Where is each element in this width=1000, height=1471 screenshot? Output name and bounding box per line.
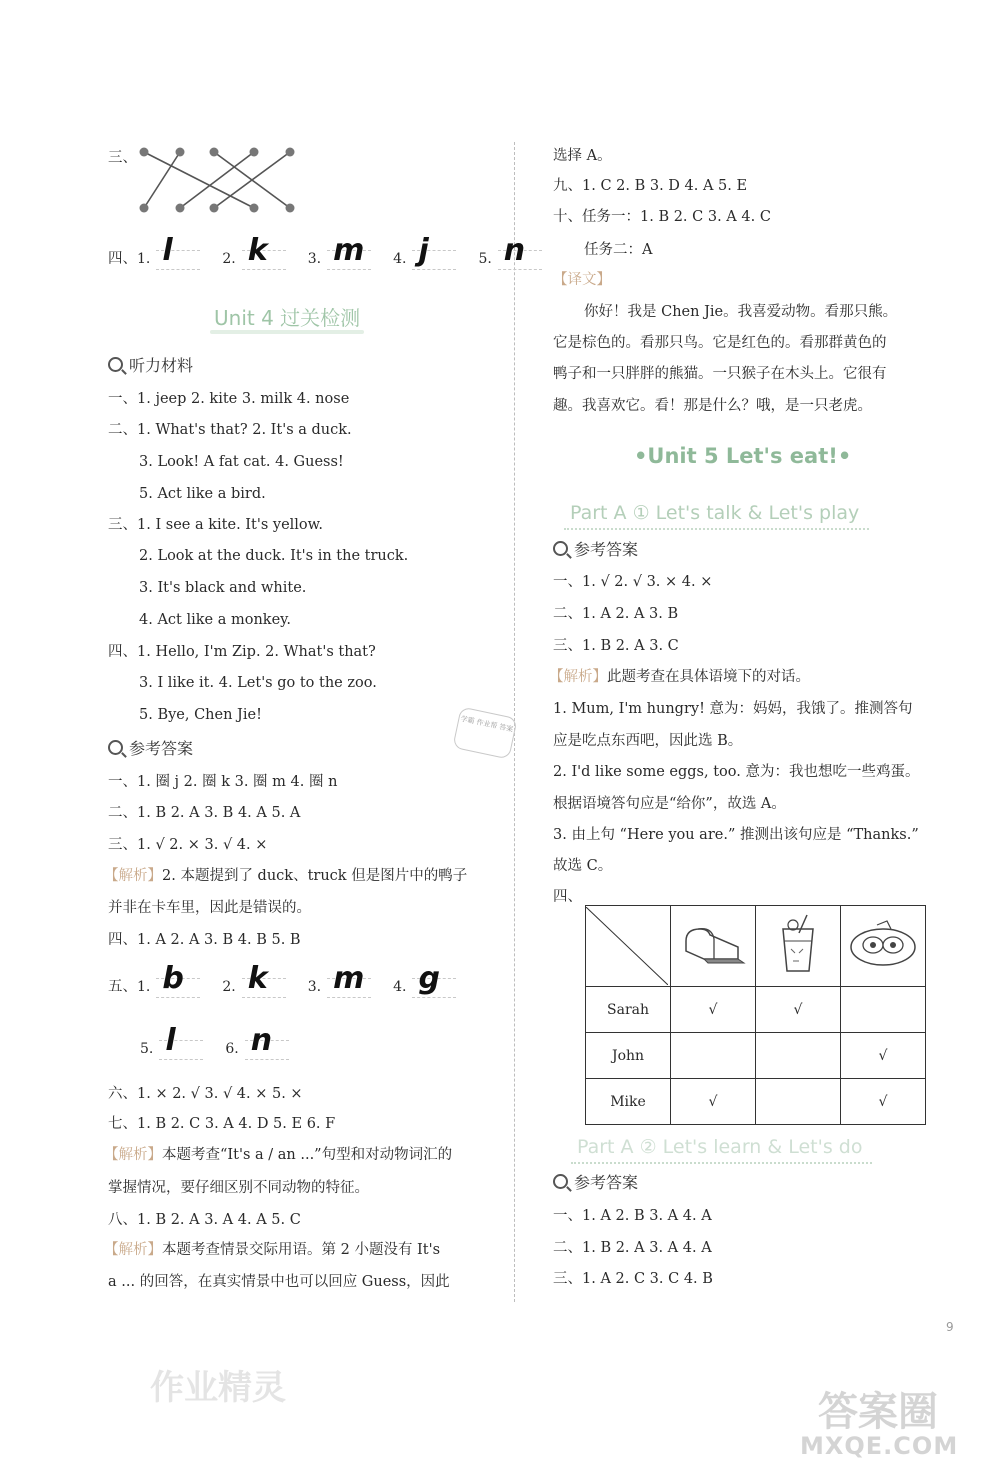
translation-tag-text: 【译文】	[553, 272, 611, 288]
listening-line: 3. Look! A fat cat. 4. Guess!	[139, 454, 344, 470]
unit5-title: •Unit 5 Let's eat!•	[634, 444, 852, 468]
translation-line: 你好！我是 Chen Jie。我喜爱动物。看那只熊。	[584, 304, 898, 320]
q5-handwriting-row-2	[140, 1023, 311, 1064]
diagonal-corner-cell	[586, 906, 671, 987]
table-row	[586, 1033, 926, 1079]
table-header-row	[586, 906, 926, 987]
answer-line: 三、1. A 2. C 3. C 4. B	[553, 1271, 713, 1287]
q4-item-num: 1.	[137, 251, 151, 267]
answer-line: 一、1. A 2. B 3. A 4. A	[553, 1208, 712, 1224]
q5-item-num: 4.	[393, 979, 407, 995]
q5-item-num: 2.	[222, 979, 236, 995]
watermark-bottom-left: 作业精灵	[150, 1368, 286, 1408]
part-a1-title	[570, 502, 859, 524]
check-cell: √	[841, 1033, 926, 1079]
diagonal-line	[586, 907, 668, 985]
q4-item-num: 4.	[393, 251, 407, 267]
answer-line: 二、1. B 2. A 3. B 4. A 5. A	[108, 805, 301, 821]
juice-icon	[773, 913, 823, 975]
q5-item-num: 5.	[140, 1041, 154, 1057]
analysis-text: 此题考查在具体语境下的对话。	[607, 669, 810, 685]
juice-icon-cell	[756, 906, 841, 987]
answers-heading-text: 参考答案	[574, 1173, 639, 1192]
continued-line: 选择 A。	[553, 148, 612, 164]
answers-heading-text: 参考答案	[574, 540, 639, 559]
translation-tag	[553, 270, 611, 290]
analysis-tag: 【解析】	[104, 868, 162, 884]
q5-item-num: 3.	[307, 979, 322, 995]
analysis-tag: 【解析】	[104, 1147, 162, 1163]
answer-line: 八、1. B 2. A 3. A 4. A 5. C	[108, 1212, 301, 1228]
matching-lines-figure	[134, 140, 304, 220]
analysis-line	[104, 1240, 440, 1260]
handwritten-letter: l	[162, 233, 173, 268]
check-cell	[756, 1079, 841, 1125]
magnifier-icon	[108, 357, 123, 372]
listening-line: 3. I like it. 4. Let's go to the zoo.	[139, 675, 377, 691]
analysis-line: 2. I'd like some eggs, too. 意为：我也想吃一些鸡蛋。	[553, 764, 920, 780]
check-cell: √	[671, 1079, 756, 1125]
stamp-logo	[452, 706, 517, 759]
analysis-line: 掌握情况，要仔细区别不同动物的特征。	[108, 1180, 369, 1196]
answer-line: 四、1. A 2. A 3. B 4. B 5. B	[108, 932, 301, 948]
q5-item-num: 6.	[225, 1041, 239, 1057]
stamp-text: 学霸 作业帮 答案	[459, 714, 514, 734]
analysis-text: 2. 本题提到了 duck、truck 但是图片中的鸭子	[162, 868, 468, 884]
translation-line: 鸭子和一只胖胖的熊猫。一只猴子在木头上。它很有	[553, 366, 887, 382]
listening-line: 四、1. Hello, I'm Zip. 2. What's that?	[108, 644, 376, 660]
answer-line: 七、1. B 2. C 3. A 4. D 5. E 6. F	[108, 1116, 336, 1132]
food-table	[585, 905, 926, 1125]
handwritten-letter: j	[418, 233, 429, 268]
bread-icon	[678, 919, 748, 969]
check-cell	[841, 987, 926, 1033]
answer-line: 二、1. B 2. A 3. A 4. A	[553, 1240, 712, 1256]
analysis-line: 并非在卡车里，因此是错误的。	[108, 900, 311, 916]
analysis-line: 1. Mum, I'm hungry! 意为：妈妈，我饿了。推测答句	[553, 701, 913, 717]
listening-line: 一、1. jeep 2. kite 3. milk 4. nose	[108, 391, 350, 407]
answer-line: 二、1. A 2. A 3. B	[553, 606, 679, 622]
magnifier-icon	[553, 1174, 568, 1189]
listening-line: 5. Bye, Chen Jie!	[139, 707, 262, 723]
analysis-text: 本题考查“It's a / an ...”句型和对动物词汇的	[162, 1147, 453, 1163]
listening-heading-text: 听力材料	[129, 356, 194, 375]
analysis-line	[104, 866, 467, 886]
watermark-brand: 答案圈	[818, 1389, 938, 1435]
handwritten-letter: k	[247, 233, 268, 268]
answer-line: 任务二：A	[584, 242, 653, 258]
answers-heading	[108, 736, 193, 759]
analysis-line	[549, 667, 810, 687]
q4-item-num: 5.	[478, 251, 492, 267]
analysis-tag: 【解析】	[549, 669, 607, 685]
check-cell: √	[756, 987, 841, 1033]
handwritten-letter: n	[503, 233, 526, 268]
answer-line: 三、1. √ 2. × 3. √ 4. ×	[108, 837, 268, 853]
analysis-line: 应是吃点东西吧，因此选 B。	[553, 733, 743, 749]
handwritten-letter: b	[162, 961, 184, 996]
answer-line: 三、1. B 2. A 3. C	[553, 638, 679, 654]
unit4-title-text: Unit 4 过关检测	[214, 306, 361, 330]
translation-line: 它是棕色的。看那只鸟。它是红色的。看那群黄色的	[553, 335, 887, 351]
analysis-line: a ... 的回答，在真实情景中也可以回应 Guess，因此	[108, 1274, 450, 1290]
answers-heading	[553, 537, 638, 560]
analysis-text: 本题考查情景交际用语。第 2 小题没有 It's	[162, 1242, 441, 1258]
answer-line: 六、1. × 2. √ 3. √ 4. × 5. ×	[108, 1086, 303, 1102]
answer-line: 九、1. C 2. B 3. D 4. A 5. E	[553, 178, 748, 194]
listening-line: 4. Act like a monkey.	[139, 612, 292, 628]
analysis-tag: 【解析】	[104, 1242, 162, 1258]
listening-line: 三、1. I see a kite. It's yellow.	[108, 517, 323, 533]
translation-line: 趣。我喜欢它。看！那是什么？哦，是一只老虎。	[553, 398, 872, 414]
eggs-plate-icon-cell	[841, 906, 926, 987]
listening-line: 5. Act like a bird.	[139, 486, 266, 502]
handwritten-letter: g	[418, 961, 440, 996]
handwritten-letter: k	[247, 961, 268, 996]
analysis-line: 根据语境答句应是“给你”，故选 A。	[553, 796, 786, 812]
analysis-line	[104, 1145, 452, 1165]
answers-heading-text: 参考答案	[129, 739, 194, 758]
row-name: Mike	[586, 1079, 671, 1125]
check-cell: √	[841, 1079, 926, 1125]
page-number: 9	[946, 1320, 954, 1334]
check-cell: √	[671, 987, 756, 1033]
unit4-title	[214, 302, 360, 331]
eggs-plate-icon	[847, 919, 919, 969]
listening-line: 二、1. What's that? 2. It's a duck.	[108, 422, 352, 438]
answers-heading	[553, 1170, 638, 1193]
answer-line: 一、1. √ 2. √ 3. × 4. ×	[553, 574, 713, 590]
q3-label: 三、	[108, 150, 137, 166]
handwritten-letter: m	[333, 961, 365, 996]
table-row	[586, 987, 926, 1033]
row-name: John	[586, 1033, 671, 1079]
analysis-line: 3. 由上句 “Here you are.” 推测出该句应是 “Thanks.”	[553, 827, 919, 843]
check-cell	[671, 1033, 756, 1079]
part-a1-title-text: Part A ① Let's talk & Let's play	[570, 502, 860, 524]
q4-handwriting-row	[108, 233, 564, 274]
q5-handwriting-row	[108, 961, 478, 1002]
q4-item-num: 3.	[307, 251, 322, 267]
analysis-line: 故选 C。	[553, 858, 613, 874]
listening-heading	[108, 353, 193, 376]
part-a2-title-text: Part A ② Let's learn & Let's do	[577, 1136, 863, 1158]
magnifier-icon	[553, 541, 568, 556]
table-row	[586, 1079, 926, 1125]
q5-item-num: 1.	[137, 979, 151, 995]
answer-line: 一、1. 圈 j 2. 圈 k 3. 圈 m 4. 圈 n	[108, 774, 338, 790]
handwritten-letter: m	[333, 233, 365, 268]
listening-line: 3. It's black and white.	[139, 580, 307, 596]
q5-label: 五、	[108, 979, 137, 995]
q4-item-num: 2.	[222, 251, 236, 267]
check-cell	[756, 1033, 841, 1079]
answer-line: 十、任务一：1. B 2. C 3. A 4. C	[553, 209, 771, 225]
handwritten-letter: l	[165, 1023, 176, 1058]
handwritten-letter: n	[250, 1023, 273, 1058]
magnifier-icon	[108, 740, 123, 755]
bread-icon-cell	[671, 906, 756, 987]
q4-label: 四、	[108, 251, 137, 267]
q4-label-right: 四、	[553, 889, 582, 905]
row-name: Sarah	[586, 987, 671, 1033]
listening-line: 2. Look at the duck. It's in the truck.	[139, 548, 409, 564]
part-a2-title	[577, 1136, 862, 1158]
watermark-url: MXQE.COM	[800, 1432, 959, 1460]
